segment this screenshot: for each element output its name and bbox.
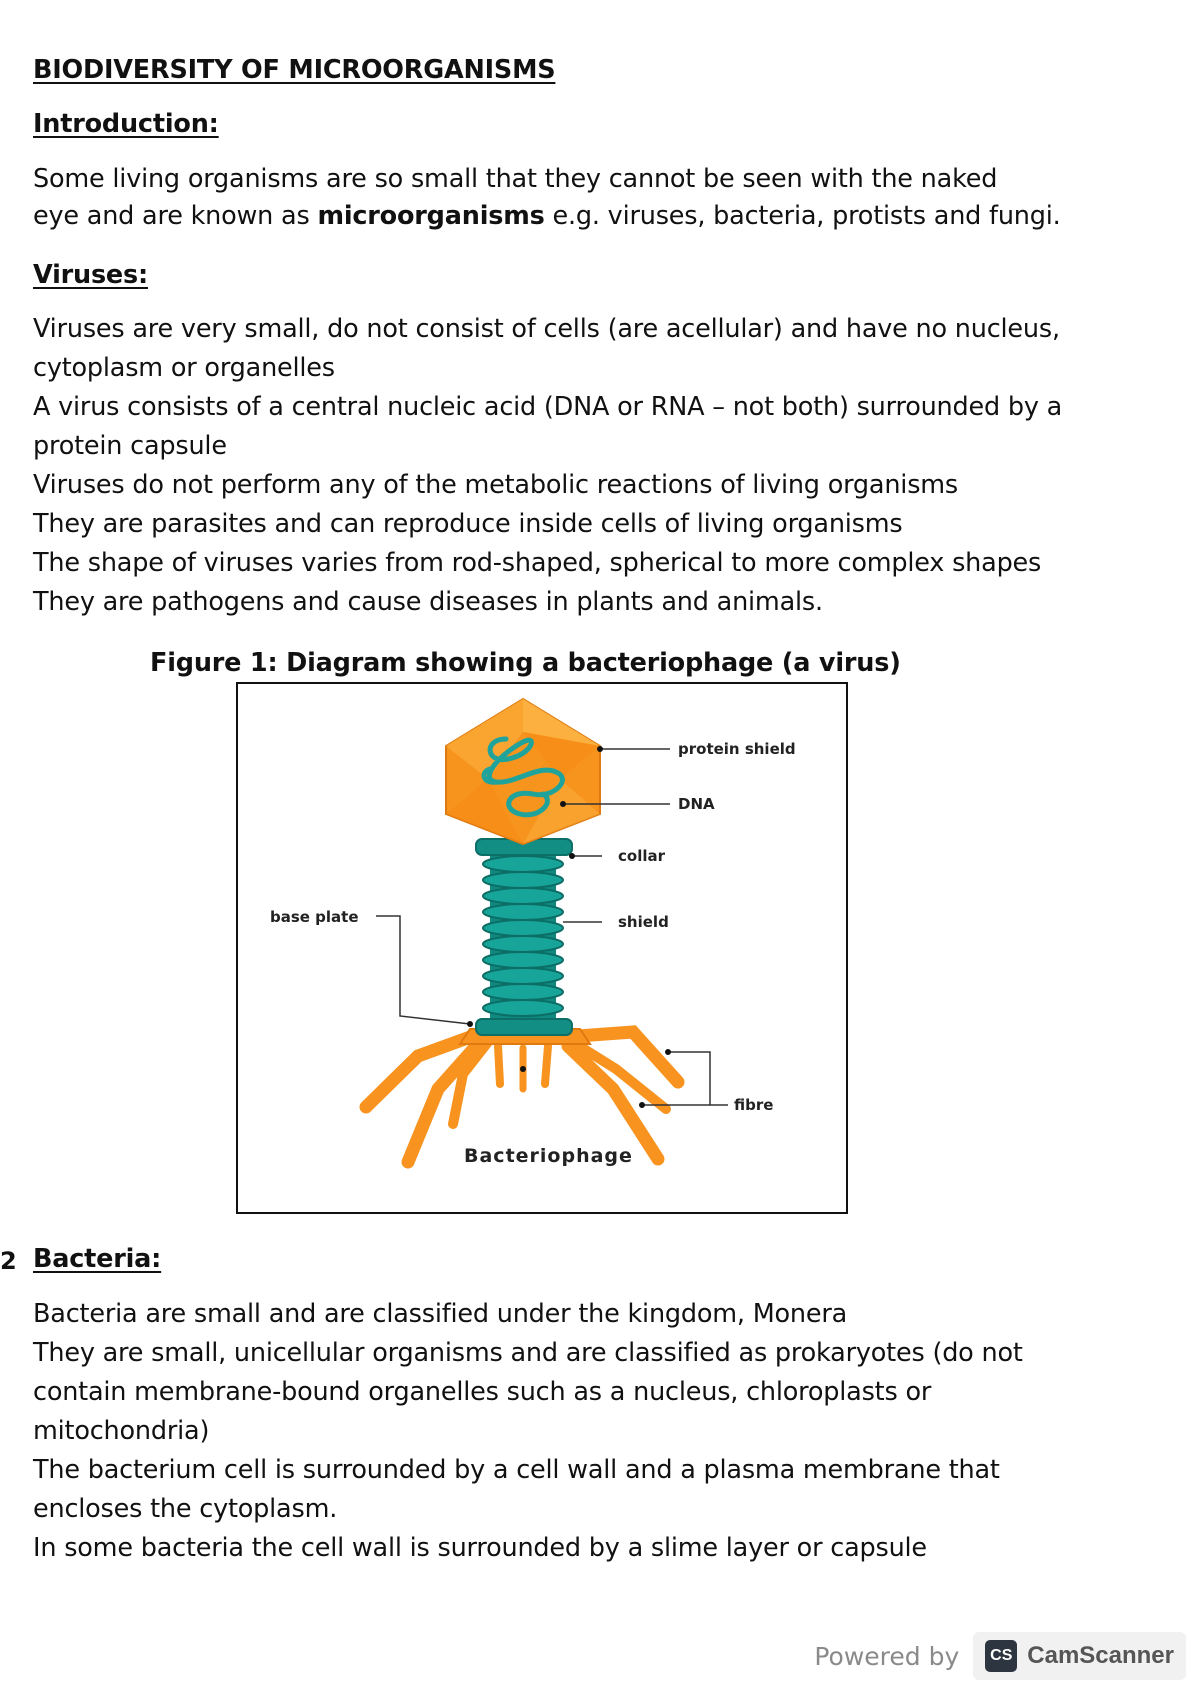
viruses-line: Viruses are very small, do not consist of cells (are acellular) and have no nucleus,: [33, 314, 1060, 344]
protein-head: [446, 699, 600, 844]
bacteria-line: They are small, unicellular organisms and are classified as prokaryotes (do not: [33, 1338, 1023, 1368]
camscanner-badge: [973, 1632, 1186, 1680]
tail-sheath: [483, 854, 563, 1026]
baseplate-spike: [545, 1046, 548, 1084]
intro-line-2-pre: eye and are known as: [33, 201, 318, 231]
margin-number: 2: [0, 1247, 17, 1275]
label-dna: DNA: [678, 795, 715, 813]
viruses-line: A virus consists of a central nucleic acid (DNA or RNA – not both) surrounded by a: [33, 392, 1063, 422]
viruses-line: They are pathogens and cause diseases in plants and animals.: [33, 587, 823, 617]
label-collar: collar: [618, 847, 665, 865]
figure-title: Bacteriophage: [464, 1145, 633, 1167]
bacteria-line: In some bacteria the cell wall is surrounded by a slime layer or capsule: [33, 1533, 927, 1563]
bacteria-heading: Bacteria:: [33, 1244, 162, 1274]
baseplate-spike: [498, 1046, 500, 1084]
label-base-plate: base plate: [270, 908, 359, 926]
bacteriophage-diagram: [238, 684, 846, 1212]
intro-heading: Introduction:: [33, 109, 219, 139]
camscanner-brand: CamScanner: [1027, 1642, 1174, 1669]
viruses-line: They are parasites and can reproduce inside cells of living organisms: [33, 509, 903, 539]
intro-term-microorganisms: microorganisms: [317, 201, 545, 231]
camscanner-logo-icon: CS: [985, 1640, 1017, 1672]
intro-line-2: [33, 201, 1061, 231]
camscanner-watermark: [814, 1632, 1186, 1680]
viruses-line: Viruses do not perform any of the metabolic reactions of living organisms: [33, 470, 959, 500]
powered-by-text: Powered by: [814, 1641, 960, 1671]
viruses-line: protein capsule: [33, 431, 227, 461]
leader-base-plate: [376, 916, 470, 1024]
bacteria-line: contain membrane-bound organelles such as a nucleus, chloroplasts or: [33, 1377, 932, 1407]
bacteria-line: Bacteria are small and are classified under the kingdom, Monera: [33, 1299, 848, 1329]
viruses-line: The shape of viruses varies from rod-shaped, spherical to more complex shapes: [33, 548, 1042, 578]
bacteria-line: The bacterium cell is surrounded by a cell wall and a plasma membrane that: [33, 1455, 1000, 1485]
intro-line-2-post: e.g. viruses, bacteria, protists and fungi.: [544, 201, 1061, 231]
bacteria-line: mitochondria): [33, 1416, 210, 1446]
viruses-line: cytoplasm or organelles: [33, 353, 335, 383]
label-fibre: fibre: [734, 1096, 774, 1114]
figure-caption: Figure 1: Diagram showing a bacteriophage (a virus): [150, 648, 901, 678]
viruses-heading: Viruses:: [33, 260, 149, 290]
page-title: BIODIVERSITY OF MICROORGANISMS: [33, 55, 556, 85]
intro-line-1: Some living organisms are so small that they cannot be seen with the naked: [33, 164, 998, 194]
bacteriophage-figure: [236, 682, 848, 1214]
tail-end-plate: [476, 1019, 572, 1035]
bacteria-line: encloses the cytoplasm.: [33, 1494, 338, 1524]
tail-fibres: [366, 1032, 678, 1162]
label-shield: shield: [618, 913, 669, 931]
label-protein-shield: protein shield: [678, 740, 796, 758]
